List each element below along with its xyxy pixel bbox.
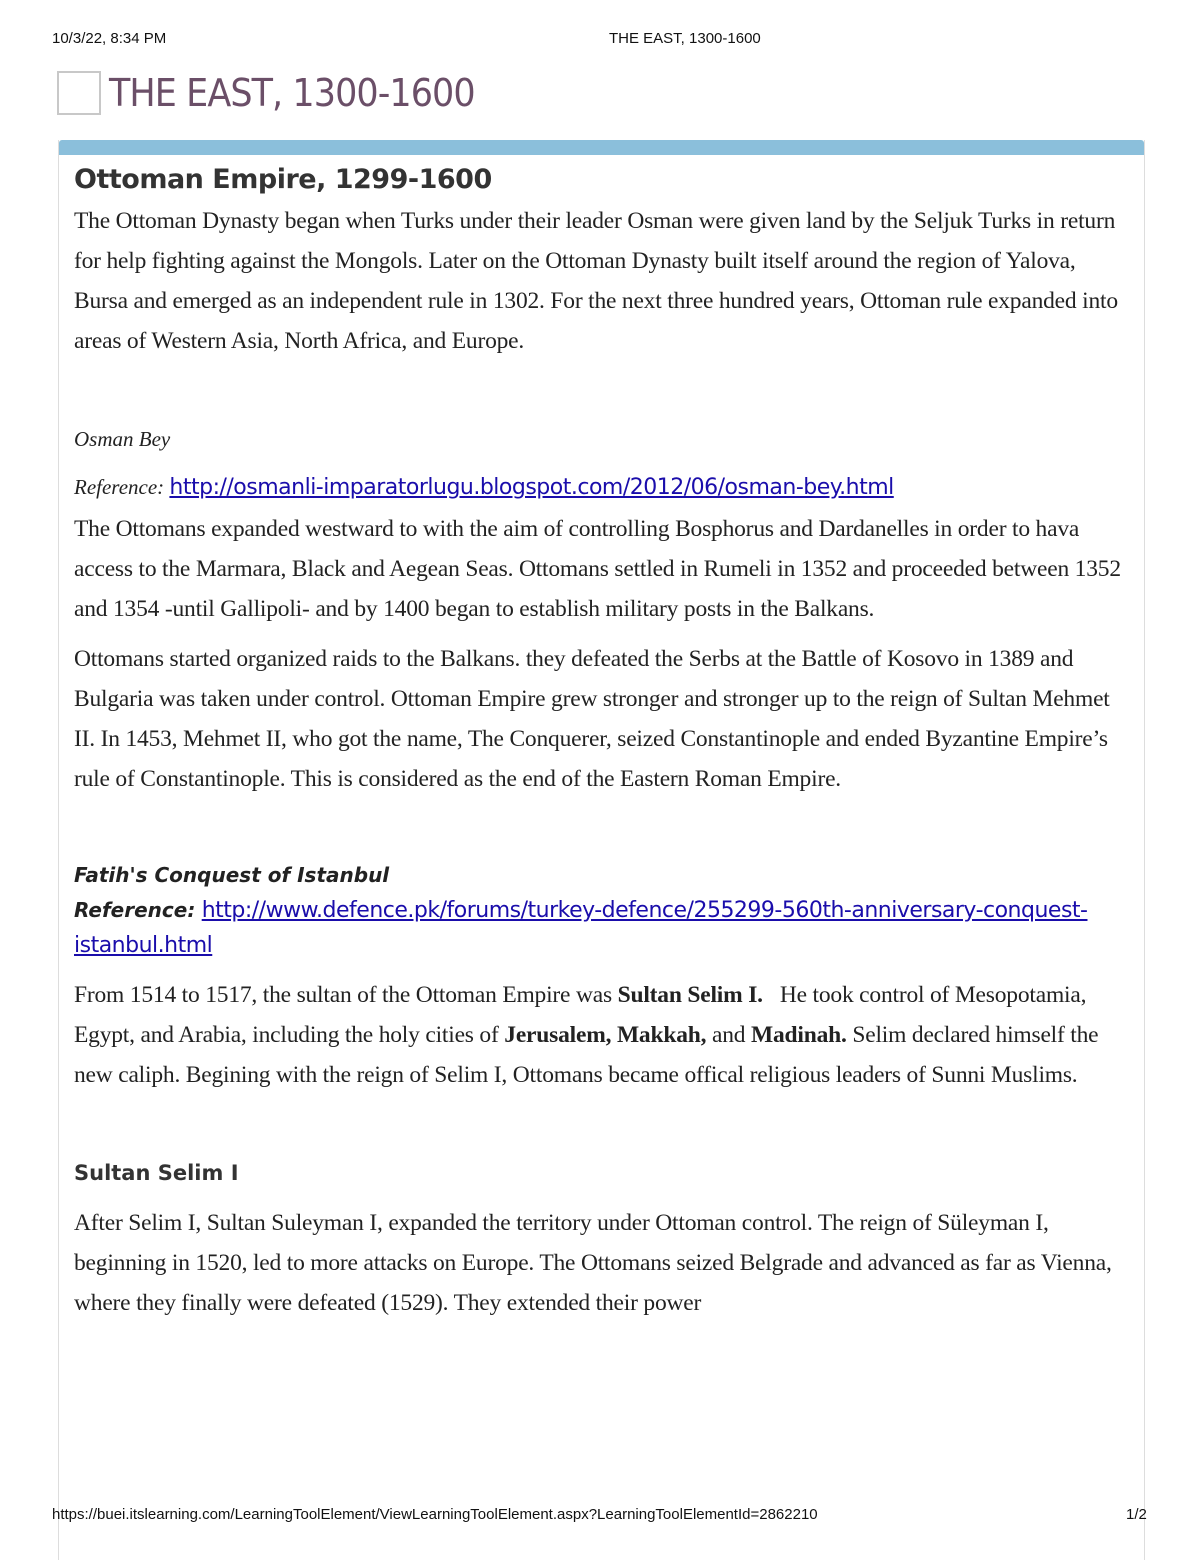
print-page-number: 1/2: [1126, 1506, 1147, 1523]
text: and: [706, 1022, 751, 1048]
card-content: [74, 164, 1134, 1333]
reference: [74, 467, 1134, 507]
reference-label: Reference:: [74, 898, 196, 922]
bold-text: Jerusalem, Makkah,: [504, 1022, 707, 1048]
content-card: [58, 140, 1145, 1560]
text: He took control of Mesopotamia, Egypt, and Arabia, including the holy cities of: [74, 982, 1092, 1048]
image-caption: Osman Bey: [74, 427, 171, 451]
paragraph: [74, 975, 1134, 1095]
section-heading: Ottoman Empire, 1299-1600: [74, 164, 492, 195]
paragraph: The Ottomans expanded westward to with the aim of controlling Bosphorus and Dardanelles in order to hava access to the Marmara, Black and Aegean Seas. Ottomans settled in Rumeli in 1352 and proceeded between 1352 and 1354 -until Gallipoli- and by 1400 began to establish military posts in the Balkans.: [74, 516, 1121, 622]
reference: [74, 893, 1134, 963]
image-caption: Fatih's Conquest of Istanbul: [74, 863, 390, 887]
page-header: [57, 71, 507, 115]
card-header-bar: [59, 140, 1144, 155]
reference-link[interactable]: http://osmanli-imparatorlugu.blogspot.com/2012/06/osman-bey.html: [169, 475, 894, 500]
paragraph: The Ottoman Dynasty began when Turks under their leader Osman were given land by the Seljuk Turks in return for help fighting against the Mongols. Later on the Ottoman Dynasty built itself around the region of Yalova, Bursa and emerged as an independent rule in 1302. For the next three hundred years, Ottoman rule expanded into areas of Western Asia, North Africa, and Europe.: [74, 208, 1118, 354]
print-url: https://buei.itslearning.com/LearningToolElement/ViewLearningToolElement.aspx?LearningToolElementId=2862210: [52, 1506, 818, 1523]
bold-text: Madinah.: [751, 1022, 847, 1048]
bold-text: Sultan Selim I.: [617, 982, 763, 1008]
text: From 1514 to 1517, the sultan of the Ottoman Empire was: [74, 982, 618, 1008]
reference-link[interactable]: http://www.defence.pk/forums/turkey-defence/255299-560th-anniversary-conquest-istanbul.html: [74, 898, 1088, 958]
paragraph: After Selim I, Sultan Suleyman I, expanded the territory under Ottoman control. The reign of Süleyman I, beginning in 1520, led to more attacks on Europe. The Ottomans seized Belgrade and advanced as far as Vienna, where they finally were defeated (1529). They extended their power: [74, 1210, 1112, 1316]
reference-label: Reference:: [74, 475, 165, 499]
completion-checkbox[interactable]: [57, 71, 101, 115]
paragraph: Ottomans started organized raids to the Balkans. they defeated the Serbs at the Battle of Kosovo in 1389 and Bulgaria was taken under control. Ottoman Empire grew stronger and stronger up to the reign of Sultan Mehmet II. In 1453, Mehmet II, who got the name, The Conquerer, seized Constantinople and ended Byzantine Empire’s rule of Constantinople. This is considered as the end of the Eastern Roman Empire.: [74, 646, 1110, 792]
print-datetime: 10/3/22, 8:34 PM: [52, 30, 167, 47]
page-title: THE EAST, 1300-1600: [109, 71, 475, 115]
image-caption: Sultan Selim I: [74, 1161, 239, 1185]
print-title: THE EAST, 1300-1600: [609, 30, 761, 47]
text: Selim declared himself the new caliph. Begining with the reign of Selim I, Ottomans became offical religious leaders of Sunni Muslims.: [74, 1022, 1099, 1088]
